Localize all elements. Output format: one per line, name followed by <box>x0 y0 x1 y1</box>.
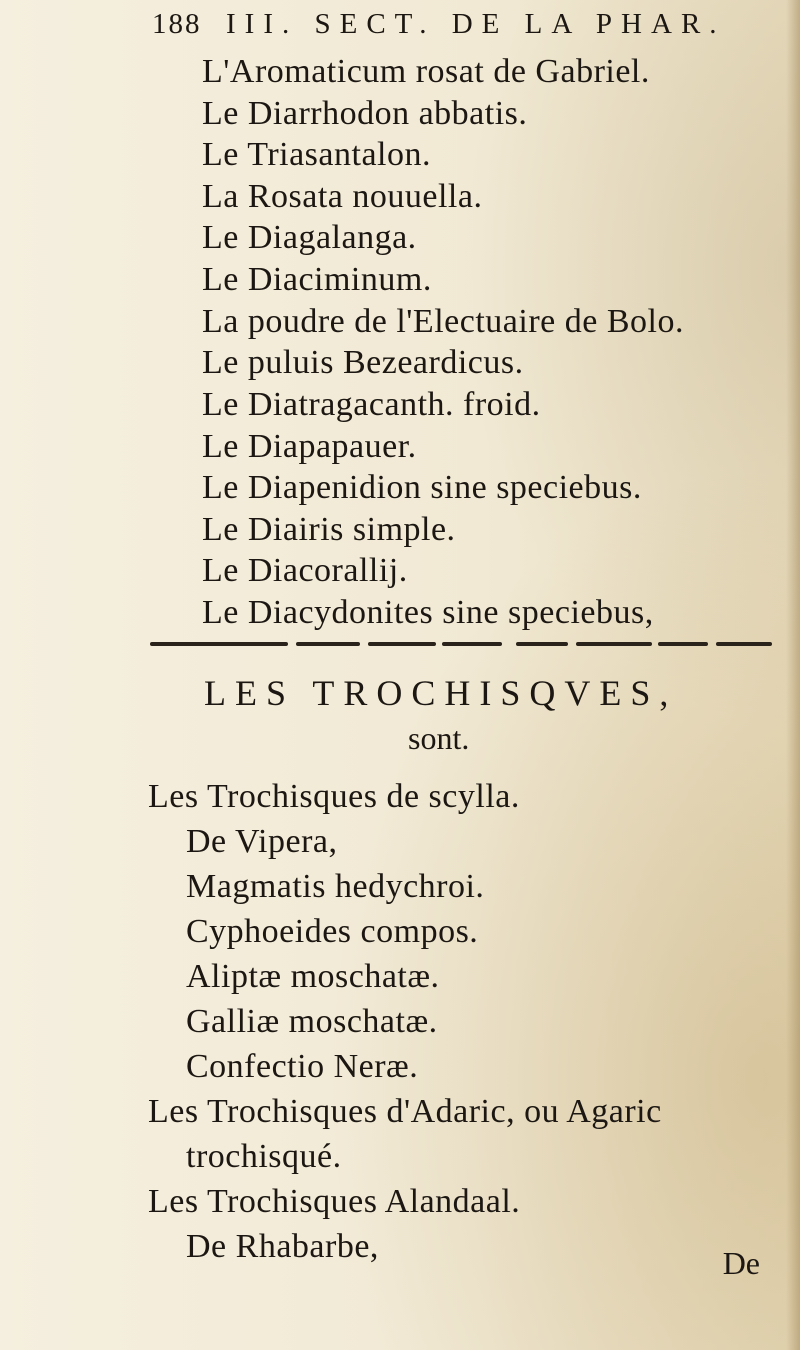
entry-line: Le Diarrhodon abbatis. <box>202 95 528 132</box>
entry-line: La Rosata nouuella. <box>202 178 483 215</box>
entry-line: L'Aromaticum rosat de Gabriel. <box>202 53 650 90</box>
entry-line: Les Trochisques Alandaal. <box>148 1183 521 1220</box>
rule-segment <box>716 642 772 646</box>
rule-segment <box>150 642 288 646</box>
entry-line: Le Diapenidion sine speciebus. <box>202 469 642 506</box>
entry-line: De Rhabarbe, <box>186 1228 379 1265</box>
ornamental-rule <box>150 642 772 647</box>
entry-line: trochisqué. <box>186 1138 342 1175</box>
rule-segment <box>516 642 568 646</box>
entry-line: Les Trochisques de scylla. <box>148 778 520 815</box>
rule-segment <box>576 642 652 646</box>
entry-line: Le Triasantalon. <box>202 136 431 173</box>
entry-line: La poudre de l'Electuaire de Bolo. <box>202 303 684 340</box>
page-edge-shadow <box>786 0 800 1350</box>
section-heading: LES TROCHISQVES, <box>204 673 678 713</box>
entry-line: Aliptæ moschatæ. <box>186 958 440 995</box>
entry-line: Le Diagalanga. <box>202 219 417 256</box>
entry-line: Magmatis hedychroi. <box>186 868 485 905</box>
entry-line: Le Diacydonites sine speciebus, <box>202 594 654 631</box>
entry-line: De Vipera, <box>186 823 338 860</box>
rule-segment <box>296 642 360 646</box>
rule-segment <box>442 642 502 646</box>
entry-line: Le Diatragacanth. froid. <box>202 386 541 423</box>
entry-line: Le Diapapauer. <box>202 428 417 465</box>
entry-line: Les Trochisques d'Adaric, ou Agaric <box>148 1093 662 1130</box>
entry-line: Cyphoeides compos. <box>186 913 479 950</box>
rule-segment <box>658 642 708 646</box>
entry-line: Le Diairis simple. <box>202 511 456 548</box>
entry-line: Le Diaciminum. <box>202 261 432 298</box>
entry-line: Le puluis Bezeardicus. <box>202 344 524 381</box>
section-subheading: sont. <box>408 720 470 756</box>
running-title: III. SECT. DE LA PHAR. <box>226 8 726 40</box>
entry-line: Le Diacorallij. <box>202 552 408 589</box>
entry-line: Confectio Neræ. <box>186 1048 419 1085</box>
entry-line: Galliæ moschatæ. <box>186 1003 438 1040</box>
page-number: 188 <box>152 8 202 40</box>
running-head <box>152 8 792 50</box>
rule-segment <box>368 642 436 646</box>
catchword: De <box>722 1245 760 1281</box>
